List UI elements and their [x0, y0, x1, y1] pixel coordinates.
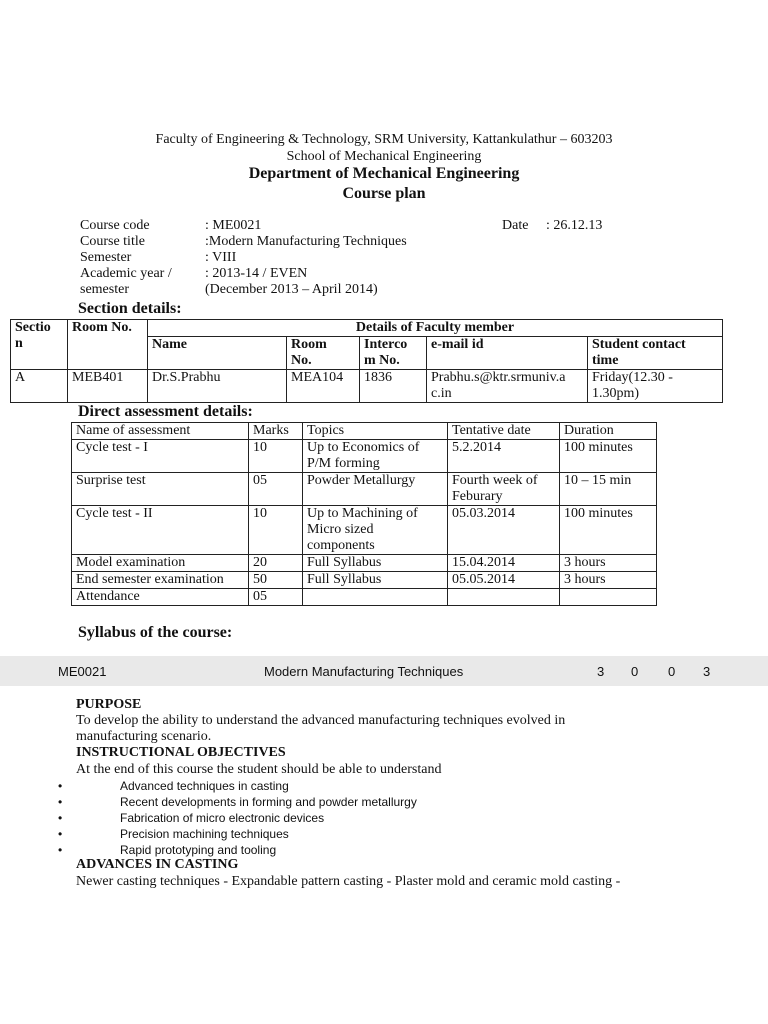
semester-label-2: semester: [80, 282, 129, 297]
duration-cell: 3 hours: [560, 572, 657, 589]
name-header: Name: [148, 337, 287, 370]
contact-header: Student contact time: [588, 337, 723, 370]
list-item: • Precision machining techniques: [58, 827, 289, 841]
section-details-heading: Section details:: [78, 300, 182, 317]
marks-cell: 05: [249, 473, 303, 506]
intercom-cell: 1836: [360, 370, 427, 403]
marks-header: Marks: [249, 423, 303, 440]
topics-cell: Full Syllabus: [303, 572, 448, 589]
topics-header: Topics: [303, 423, 448, 440]
duration-cell: 100 minutes: [560, 440, 657, 473]
purpose-text-1: To develop the ability to understand the advanced manufacturing techniques evolved in: [76, 713, 566, 728]
assessment-name-cell: Cycle test - I: [72, 440, 249, 473]
casting-text: Newer casting techniques - Expandable pattern casting - Plaster mold and ceramic mold casting -: [76, 874, 621, 889]
fac-room-cell: MEA104: [287, 370, 360, 403]
topics-cell: Up to Machining of Micro sized components: [303, 506, 448, 555]
department-title: Department of Mechanical Engineering: [248, 165, 520, 182]
marks-cell: 20: [249, 555, 303, 572]
bullet-icon: •: [58, 843, 63, 857]
list-item: • Fabrication of micro electronic devices: [58, 811, 325, 825]
fac-room-header: Room No.: [287, 337, 360, 370]
course-info-values: [205, 218, 407, 298]
bullet-icon: •: [58, 779, 63, 793]
syllabus-heading: Syllabus of the course:: [78, 624, 233, 641]
assessment-table: [71, 422, 657, 606]
date-cell: 05.05.2014: [448, 572, 560, 589]
list-item: • Advanced techniques in casting: [58, 779, 289, 793]
page-title: Course plan: [342, 185, 426, 202]
faculty-line: Faculty of Engineering & Technology, SRM University, Kattankulathur – 603203: [155, 132, 613, 147]
table-row: [72, 589, 657, 606]
school-line: School of Mechanical Engineering: [286, 149, 482, 164]
email-header: e-mail id: [427, 337, 588, 370]
date-label: Date: [502, 218, 529, 233]
faculty-name-cell: Dr.S.Prabhu: [148, 370, 287, 403]
email-cell: Prabhu.s@ktr.srmuniv.a c.in: [427, 370, 588, 403]
objectives-list: [58, 778, 417, 858]
section-details-table: [10, 319, 723, 403]
syllabus-t: 0: [631, 664, 639, 679]
table-row: [11, 370, 723, 403]
syllabus-l: 3: [597, 664, 605, 679]
objectives-intro: At the end of this course the student should be able to understand: [76, 762, 442, 777]
assessment-name-cell: Model examination: [72, 555, 249, 572]
room-cell: MEB401: [68, 370, 148, 403]
syllabus-c: 3: [703, 664, 711, 679]
date-cell: Fourth week of Feburary: [448, 473, 560, 506]
date-cell: 05.03.2014: [448, 506, 560, 555]
tentative-date-header: Tentative date: [448, 423, 560, 440]
date-cell: [448, 589, 560, 606]
bullet-icon: •: [58, 795, 63, 809]
casting-heading: ADVANCES IN CASTING: [76, 857, 239, 872]
duration-cell: 100 minutes: [560, 506, 657, 555]
list-item: • Recent developments in forming and powder metallurgy: [58, 795, 417, 809]
marks-cell: 05: [249, 589, 303, 606]
course-code-label: Course code: [80, 218, 150, 233]
section-header: Sectio n: [11, 320, 68, 370]
duration-cell: 10 – 15 min: [560, 473, 657, 506]
assessment-name-cell: End semester examination: [72, 572, 249, 589]
course-info-labels: [80, 218, 172, 298]
intercom-header: Interco m No.: [360, 337, 427, 370]
bullet-icon: •: [58, 827, 63, 841]
room-header: Room No.: [68, 320, 148, 370]
session-period-value: (December 2013 – April 2014): [205, 282, 378, 297]
assessment-name-cell: Cycle test - II: [72, 506, 249, 555]
table-row: [72, 555, 657, 572]
date-cell: 5.2.2014: [448, 440, 560, 473]
purpose-heading: PURPOSE: [76, 697, 142, 712]
faculty-header: Details of Faculty member: [148, 320, 723, 337]
assessment-name-cell: Attendance: [72, 589, 249, 606]
syllabus-p: 0: [668, 664, 676, 679]
course-title-value: :Modern Manufacturing Techniques: [205, 234, 407, 249]
assessment-name-cell: Surprise test: [72, 473, 249, 506]
date-value: : 26.12.13: [546, 218, 603, 233]
syllabus-code: ME0021: [58, 664, 107, 679]
list-item: • Rapid prototyping and tooling: [58, 843, 277, 857]
semester-value: : VIII: [205, 250, 237, 265]
purpose-text-2: manufacturing scenario.: [76, 729, 212, 744]
course-title-label: Course title: [80, 234, 145, 249]
date-cell: 15.04.2014: [448, 555, 560, 572]
topics-cell: Full Syllabus: [303, 555, 448, 572]
assessment-heading: Direct assessment details:: [78, 403, 253, 420]
marks-cell: 10: [249, 440, 303, 473]
duration-cell: 3 hours: [560, 555, 657, 572]
syllabus-course-bar: [0, 656, 768, 686]
topics-cell: Powder Metallurgy: [303, 473, 448, 506]
assessment-name-header: Name of assessment: [72, 423, 249, 440]
duration-cell: [560, 589, 657, 606]
semester-label: Semester: [80, 250, 132, 265]
contact-cell: Friday(12.30 - 1.30pm): [588, 370, 723, 403]
table-row: [72, 506, 657, 555]
bullet-icon: •: [58, 811, 63, 825]
syllabus-title: Modern Manufacturing Techniques: [264, 664, 464, 679]
academic-year-value: : 2013-14 / EVEN: [205, 266, 308, 281]
duration-header: Duration: [560, 423, 657, 440]
section-cell: A: [11, 370, 68, 403]
topics-cell: Up to Economics of P/M forming: [303, 440, 448, 473]
objectives-heading: INSTRUCTIONAL OBJECTIVES: [76, 745, 286, 760]
course-code-value: : ME0021: [205, 218, 262, 233]
marks-cell: 50: [249, 572, 303, 589]
table-row: [72, 440, 657, 473]
topics-cell: [303, 589, 448, 606]
table-row: [72, 572, 657, 589]
table-row: [72, 473, 657, 506]
marks-cell: 10: [249, 506, 303, 555]
academic-year-label: Academic year /: [80, 266, 172, 281]
